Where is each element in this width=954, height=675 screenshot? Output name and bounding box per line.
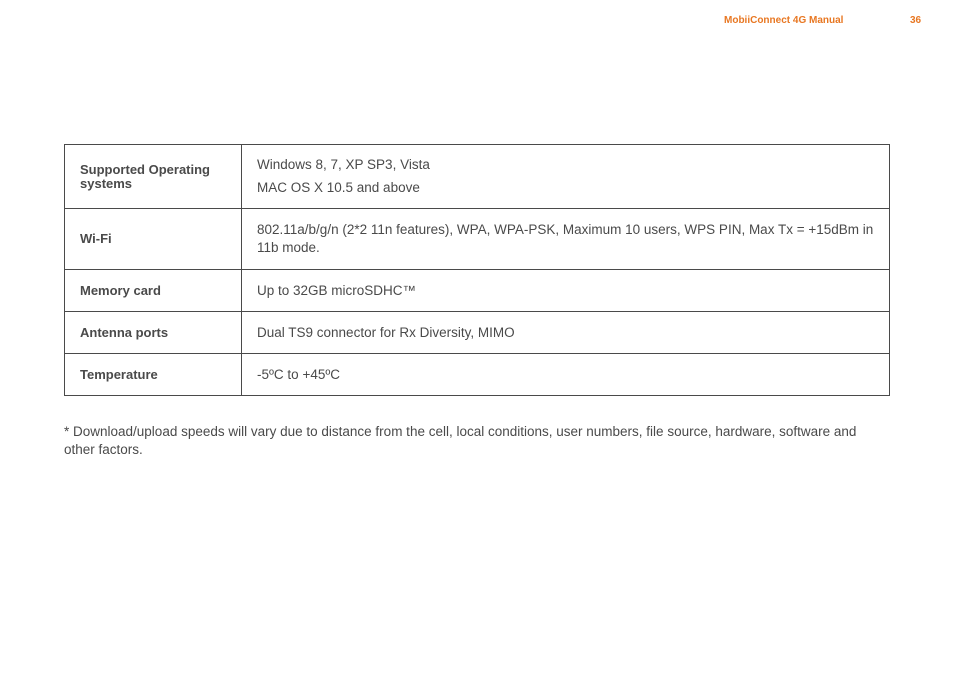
spec-label: Antenna ports: [65, 312, 242, 354]
spec-value: [242, 145, 890, 209]
document-title: MobiiConnect 4G Manual: [724, 15, 844, 26]
spec-value: [242, 209, 890, 270]
table-row: [65, 209, 890, 270]
spec-value: [242, 312, 890, 354]
spec-value-line: Up to 32GB microSDHC™: [257, 282, 417, 298]
spec-value-line: -5ºC to +45ºC: [257, 366, 341, 382]
spec-value: [242, 354, 890, 396]
footnote: * Download/upload speeds will vary due to distance from the cell, local conditions, user numbers, file source, hardware, software and other factors.: [64, 424, 857, 457]
page-number: 36: [910, 15, 922, 26]
spec-value-line: Dual TS9 connector for Rx Diversity, MIMO: [257, 324, 515, 340]
spec-value-line: Windows 8, 7, XP SP3, Vista: [257, 157, 430, 172]
specifications-table: [64, 144, 890, 396]
spec-label: Temperature: [65, 354, 242, 396]
spec-label: Memory card: [65, 270, 242, 312]
spec-value-line: MAC OS X 10.5 and above: [257, 180, 420, 195]
table-row: [65, 145, 890, 209]
spec-value-line: 802.11a/b/g/n (2*2 11n features), WPA, WPA-PSK, Maximum 10 users, WPS PIN, Max Tx = +15dBm in 11b mode.: [257, 222, 874, 255]
spec-value: [242, 270, 890, 312]
spec-label: Wi-Fi: [65, 209, 242, 270]
table-row: [65, 270, 890, 312]
spec-label: Supported Operating systems: [65, 145, 242, 209]
table-row: [65, 354, 890, 396]
table-row: [65, 312, 890, 354]
